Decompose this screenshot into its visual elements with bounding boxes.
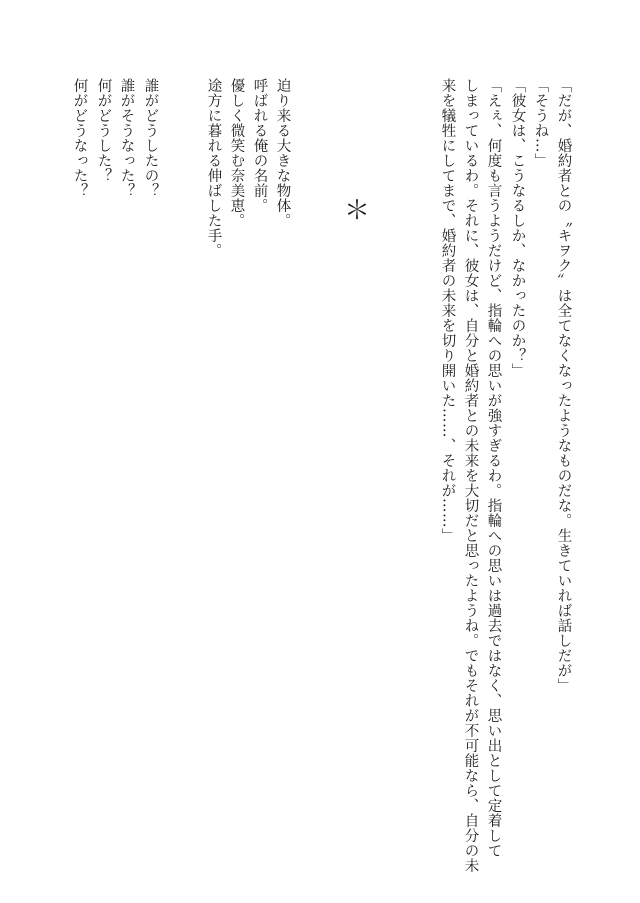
dialogue-line: 「えぇ、何度も言うようだけど、指輪への思いが強すぎるわ。指輪への思いは過去ではなく、思い出として定着して [485,78,502,858]
narration-line: 迫り来る大きな物体。 [274,78,291,228]
narration-line: 何がどうなった？ [71,78,88,198]
dialogue-line: 「だが、婚約者との〝キヲク〟は全てなくなったようなものだな。生きていれば話しだが」 [555,78,572,693]
scene-break-asterisk: ＊ [344,196,371,226]
narration-line: 優しく微笑む奈美恵。 [228,78,245,228]
narration-line: 誰がどうしたの？ [142,78,159,198]
narration-line: 何がどうした？ [95,78,112,183]
narration-line: 呼ばれる俺の名前。 [251,78,268,213]
dialogue-line: 「彼女は、こうなるしか、なかったのか？」 [509,78,526,378]
dialogue-line: 来を犠牲にしてまで、婚約者の未来を切り開いた……、それが……」 [439,78,456,543]
narration-line: 途方に暮れる伸ばした手。 [205,78,222,258]
dialogue-line: しまっているわ。それに、彼女は、自分と婚約者との未来を大切だと思ったようね。でもそれが不可能なら、自分の未 [462,78,479,873]
dialogue-line: 「そうね…」 [532,78,549,168]
narration-line: 誰がそうなった？ [118,78,135,198]
